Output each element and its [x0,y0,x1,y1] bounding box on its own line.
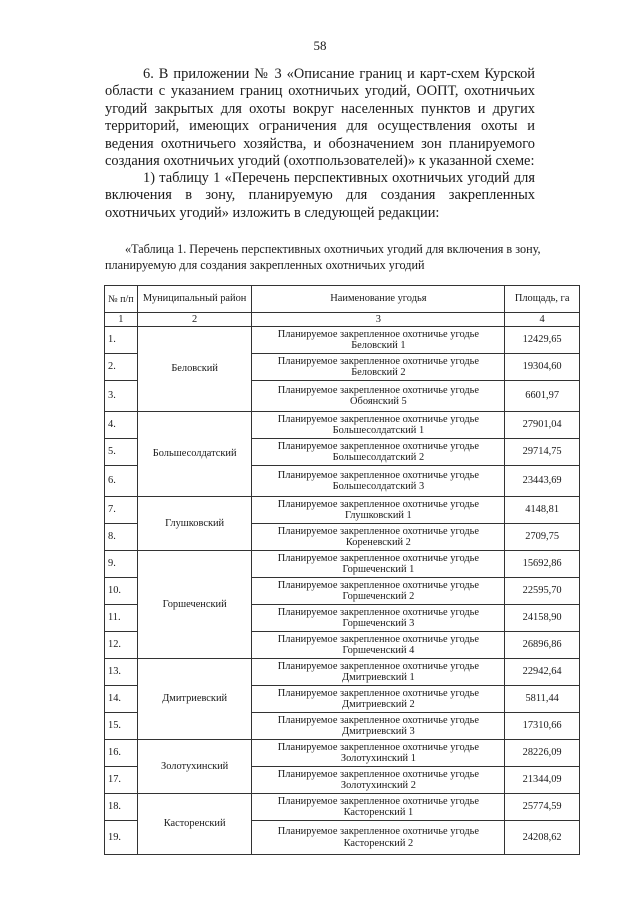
ground-name-line1: Планируемое закрепленное охотничье угодье [277,328,479,340]
area-value: 4148,81 [505,497,580,524]
table-row [105,794,580,821]
area-value: 28226,09 [505,740,580,767]
row-number: 15. [105,713,138,740]
column-number: 1 [105,313,138,327]
district-cell: Глушковский [137,497,252,551]
paragraph-table-replacement [105,170,535,222]
row-number: 4. [105,412,138,439]
ground-name-line1: Планируемое закрепленное охотничье угодье [277,826,479,838]
area-value: 17310,66 [505,713,580,740]
ground-name-line2: Дмитриевский 3 [342,726,415,737]
ground-name-line1: Планируемое закрепленное охотничье угодье [277,714,479,726]
area-value: 26896,86 [505,632,580,659]
table-row [105,740,580,767]
ground-name-line1: Планируемое закрепленное охотничье угодье [277,579,479,591]
header-district: Муниципальный район [137,286,252,313]
area-value: 24208,62 [505,821,580,855]
paragraph-table-replacement-text: 1) таблицу 1 «Перечень перспективных охотничьих угодий для включения в зону, планируемую для создания закрепленных охотничьих угодий» изложить в следующей редакции: [105,170,535,221]
area-value: 22942,64 [505,659,580,686]
paragraph-amendment-6-text: 6. В приложении № 3 «Описание границ и карт-схем Курской области с указанием границ охотничьих угодий, ООПТ, охотничьих угодий закрытых для охоты вокруг населенных пунктов и других территорий, имеющих ограничения для осуществления охоты и ведения охотничьего хозяйства, и обозначением зон планируемого создания охотничьих угодий (охотпользователей)» к указанной схеме: [105,66,535,170]
area-value: 19304,60 [505,354,580,381]
ground-name-line2: Горшеченский 3 [342,618,415,629]
table-header-row [105,286,580,313]
ground-name-line2: Беловский 2 [351,367,406,378]
ground-name-line2: Большесолдатский 3 [332,481,425,492]
ground-name [252,497,505,524]
table-row [105,497,580,524]
area-value: 6601,97 [505,381,580,412]
ground-name [252,578,505,605]
ground-name-line2: Горшеченский 2 [342,591,415,602]
district-cell: Большесолдатский [137,412,252,497]
district-cell: Беловский [137,327,252,412]
page-number: 58 [313,38,327,53]
paragraph-amendment-6 [105,66,535,170]
row-number: 19. [105,821,138,855]
area-value: 21344,09 [505,767,580,794]
ground-name [252,821,505,855]
ground-name [252,632,505,659]
ground-name-line2: Касторенский 1 [343,807,414,818]
column-number-row [105,313,580,327]
area-value: 5811,44 [505,686,580,713]
district-cell: Горшеченский [137,551,252,659]
ground-name [252,439,505,466]
row-number: 17. [105,767,138,794]
ground-name-line2: Беловский 1 [351,340,406,351]
column-number: 3 [252,313,505,327]
ground-name-line2: Дмитриевский 1 [342,672,415,683]
row-number: 3. [105,381,138,412]
ground-name-line2: Золотухинский 1 [340,753,416,764]
ground-name-line2: Касторенский 2 [343,837,414,849]
row-number: 9. [105,551,138,578]
ground-name-line2: Горшеченский 4 [342,645,415,656]
ground-name-line2: Глушковский 1 [345,510,412,521]
row-number: 7. [105,497,138,524]
ground-name [252,412,505,439]
ground-name-line2: Дмитриевский 2 [342,699,415,710]
ground-name-line2: Золотухинский 2 [340,780,416,791]
column-number: 4 [505,313,580,327]
header-area: Площадь, га [505,286,580,313]
ground-name-line1: Планируемое закрепленное охотничье угодье [277,384,479,396]
header-number: № п/п [105,286,138,313]
ground-name-line1: Планируемое закрепленное охотничье угодье [277,660,479,672]
ground-name [252,605,505,632]
ground-name [252,524,505,551]
area-value: 23443,69 [505,466,580,497]
ground-name-line1: Планируемое закрепленное охотничье угодье [277,355,479,367]
ground-name [252,327,505,354]
district-cell: Золотухинский [137,740,252,794]
table-row [105,412,580,439]
row-number: 12. [105,632,138,659]
ground-name [252,794,505,821]
column-number: 2 [137,313,252,327]
ground-name [252,354,505,381]
ground-name-line1: Планируемое закрепленное охотничье угодье [277,469,479,481]
row-number: 10. [105,578,138,605]
ground-name-line1: Планируемое закрепленное охотничье угодье [277,633,479,645]
ground-name-line1: Планируемое закрепленное охотничье угодье [277,795,479,807]
area-value: 12429,65 [505,327,580,354]
row-number: 6. [105,466,138,497]
row-number: 8. [105,524,138,551]
ground-name-line1: Планируемое закрепленное охотничье угодье [277,498,479,510]
area-value: 27901,04 [505,412,580,439]
ground-name-line2: Кореневский 2 [345,537,411,548]
ground-name-line1: Планируемое закрепленное охотничье угодье [277,413,479,425]
ground-name [252,740,505,767]
area-value: 29714,75 [505,439,580,466]
table-row [105,551,580,578]
row-number: 5. [105,439,138,466]
ground-name-line2: Большесолдатский 2 [332,452,425,463]
row-number: 1. [105,327,138,354]
ground-name-line1: Планируемое закрепленное охотничье угодье [277,552,479,564]
ground-name-line1: Планируемое закрепленное охотничье угодье [277,525,479,537]
row-number: 16. [105,740,138,767]
area-value: 22595,70 [505,578,580,605]
row-number: 11. [105,605,138,632]
ground-name-line1: Планируемое закрепленное охотничье угодье [277,606,479,618]
table-caption-text: «Таблица 1. Перечень перспективных охотничьих угодий для включения в зону, планируемую для создания закрепленных охотничьих угодий [105,242,541,272]
district-cell: Касторенский [137,794,252,855]
ground-name [252,466,505,497]
row-number: 2. [105,354,138,381]
header-ground-name: Наименование угодья [252,286,505,313]
area-value: 2709,75 [505,524,580,551]
table-row [105,659,580,686]
ground-name-line1: Планируемое закрепленное охотничье угодье [277,741,479,753]
ground-name-line2: Обоянский 5 [350,396,407,407]
table-caption [105,241,575,273]
ground-name [252,767,505,794]
area-value: 24158,90 [505,605,580,632]
table-row [105,327,580,354]
ground-name-line2: Большесолдатский 1 [332,425,425,436]
hunting-grounds-table [104,285,580,855]
ground-name-line2: Горшеченский 1 [342,564,415,575]
row-number: 18. [105,794,138,821]
ground-name [252,551,505,578]
ground-name [252,686,505,713]
row-number: 13. [105,659,138,686]
ground-name-line1: Планируемое закрепленное охотничье угодье [277,768,479,780]
ground-name [252,381,505,412]
ground-name-line1: Планируемое закрепленное охотничье угодье [277,440,479,452]
ground-name-line1: Планируемое закрепленное охотничье угодье [277,687,479,699]
area-value: 15692,86 [505,551,580,578]
ground-name [252,659,505,686]
area-value: 25774,59 [505,794,580,821]
ground-name [252,713,505,740]
district-cell: Дмитриевский [137,659,252,740]
row-number: 14. [105,686,138,713]
